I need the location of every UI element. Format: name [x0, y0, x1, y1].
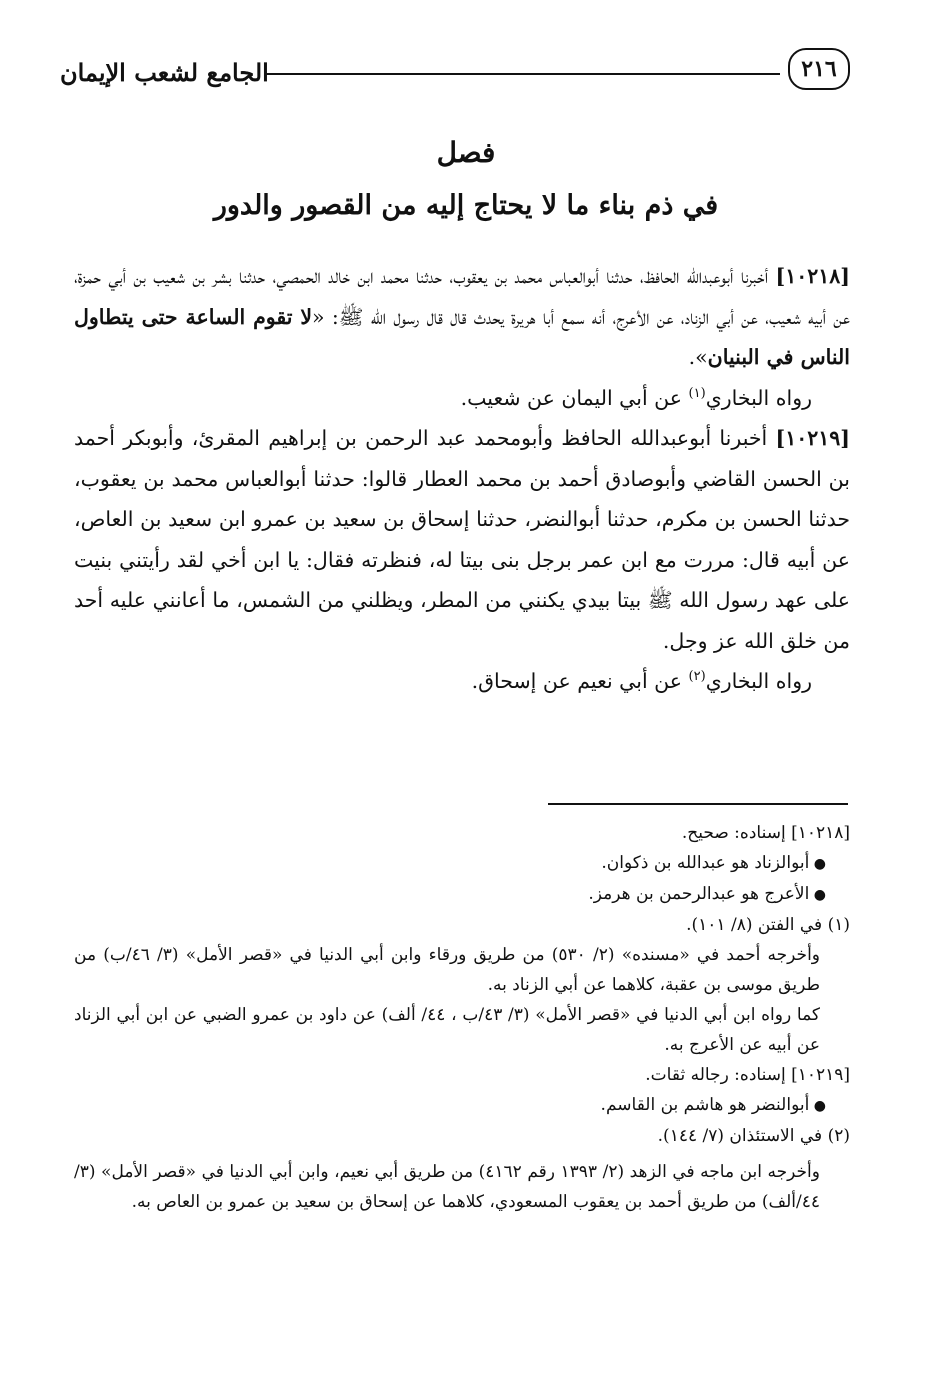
- main-text: [74, 256, 850, 702]
- footnote-isnad-10218: [١٠٢١٨] إسناده: صحيح.: [681, 823, 850, 843]
- narration-text: عن أبي اليمان عن شعيب.: [460, 385, 689, 410]
- footnote-2: (٢) في الاستئذان (٧/ ١٤٤).: [657, 1126, 850, 1146]
- footnote-bullet-text: أبوالزناد هو عبدالله بن ذكوان.: [601, 853, 810, 873]
- section-label: فصل: [436, 136, 496, 169]
- hadith-number: [١٠٢١٩]: [775, 426, 850, 450]
- book-title: الجامع لشعب الإيمان: [60, 58, 269, 87]
- hadith-10218: [74, 256, 850, 378]
- bullet-icon: ●: [809, 887, 826, 903]
- section-title: في ذم بناء ما لا يحتاج إليه من القصور والدور: [213, 190, 719, 221]
- footnote-1-detail: وأخرجه أحمد في «مسنده» (٢/ ٥٣٠) من طريق ورقاء وابن أبي الدنيا في «قصر الأمل» (٣/ ٤٦/ب) من طريق موسى بن عقبة، كلاهما عن أبي الزناد به.: [74, 945, 820, 995]
- footnote-bullet: [74, 848, 850, 879]
- footnote-ref: (٢): [688, 669, 706, 685]
- header-rule: [265, 73, 780, 75]
- hadith-end: ».: [688, 345, 708, 369]
- narration-text: عن أبي نعيم عن إسحاق.: [471, 669, 689, 693]
- footnote-isnad-10219: [١٠٢١٩] إسناده: رجاله ثقات.: [645, 1065, 850, 1085]
- running-header: [60, 48, 850, 98]
- footnote-1-detail: كما رواه ابن أبي الدنيا في «قصر الأمل» (٣/ ٤٣/ب ، ٤٤/ ألف) عن داود بن عمرو الضبي عن ابن أبي الزناد عن أبيه عن الأعرج به.: [74, 1005, 820, 1055]
- hadith-quote: لا تقوم الساعة حتى يتطاول الناس في البنيان: [74, 304, 850, 369]
- page-number: ٢١٦: [788, 48, 850, 90]
- footnote-bullet: [74, 1090, 850, 1121]
- footnote-2-detail: وأخرجه ابن ماجه في الزهد (٢/ ١٣٩٣ رقم ٤١٦٢) من طريق أبي نعيم، وابن أبي الدنيا في «قصر الأمل» (٣/ ٤٤/ألف) من طريق أحمد بن يعقوب المسعودي، كلاهما عن إسحاق بن سعيد بن عمرو بن العاص به.: [74, 1162, 820, 1212]
- footnote-bullet-text: أبوالنضر هو هاشم بن القاسم.: [600, 1095, 810, 1115]
- footnote-1: (١) في الفتن (٨/ ١٠١).: [686, 915, 850, 935]
- narration-10218: [74, 378, 850, 419]
- hadith-number: [١٠٢١٨]: [775, 264, 850, 288]
- hadith-chain: أخبرنا أبوعبدالله الحافظ، حدثنا أبوالعباس محمد بن يعقوب، حدثنا محمد ابن خالد الحمصي، حدثنا بشر بن شعيب بن أبي حمزة، عن أبيه شعيب، عن أبي الزناد، عن الأعرج، أنه سمع أبا هريرة يحدث قال قال رسول الله ﷺ: «: [74, 264, 850, 329]
- hadith-chain: أخبرنا أبوعبدالله الحافظ وأبومحمد عبد الرحمن بن إبراهيم المقرئ، وأبوبكر أحمد بن الحسن القاضي وأبوصادق أحمد بن محمد العطار قالوا: حدثنا أبوالعباس محمد بن يعقوب، حدثنا الحسن بن مكرم، حدثنا أبوالنضر، حدثنا إسحاق بن سعيد بن عمرو ابن سعيد بن العاص، عن أبيه قال: مررت مع ابن عمر برجل بنى بيتا له، فنظرته فقال: يا ابن أخي لقد رأيتني بنيت على عهد رسول الله ﷺ بيتا بيدي يكنني من المطر، ويظلني من الشمس، ما أعانني عليه أحد من خلق الله عز وجل.: [74, 426, 850, 653]
- bullet-icon: ●: [809, 1098, 826, 1114]
- footnote-ref: (١): [688, 385, 706, 401]
- narration-10219: [74, 661, 850, 702]
- footnote-bullet: [74, 879, 850, 910]
- narration-text: رواه البخاري: [705, 669, 812, 693]
- footnotes: [74, 818, 850, 1217]
- bullet-icon: ●: [809, 856, 826, 872]
- footnote-separator: [548, 803, 848, 805]
- narration-text: رواه البخاري: [705, 385, 812, 410]
- hadith-10219: [74, 418, 850, 661]
- footnote-bullet-text: الأعرج هو عبدالرحمن بن هرمز.: [588, 884, 810, 904]
